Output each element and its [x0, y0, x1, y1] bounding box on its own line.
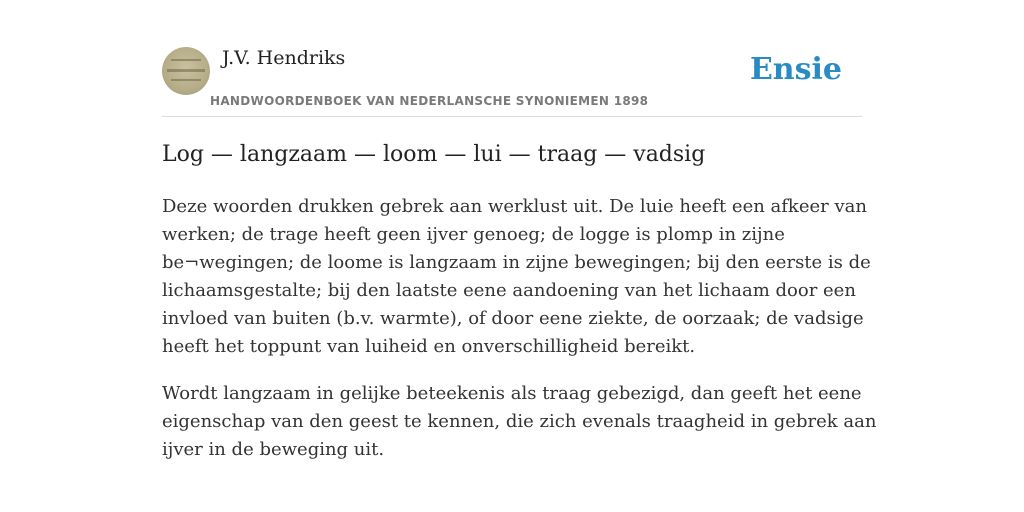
text-line: heeft het toppunt van luiheid en onverschilligheid bereikt. [162, 336, 696, 357]
text-line: lichaamsgestalte; bij den laatste eene aandoening van het lichaam door een [162, 280, 856, 301]
text-line: eigenschap van den geest te kennen, die zich evenals traagheid in gebrek aan [162, 411, 877, 432]
brand-logo[interactable]: Ensie [749, 52, 842, 87]
page-title: Log — langzaam — loom — lui — traag — vadsig [162, 142, 706, 167]
text-line: invloed van buiten (b.v. warmte), of door eene ziekte, de oorzaak; de vadsige [162, 308, 864, 329]
text-line: ijver in de beweging uit. [162, 439, 385, 460]
cover-text-line [167, 69, 205, 72]
text-line: be¬wegingen; de loome is langzaam in zijne bewegingen; bij den eerste is de [162, 252, 871, 273]
text-line: werken; de trage heeft geen ijver genoeg; de logge is plomp in zijne [162, 224, 785, 245]
author-name[interactable]: J.V. Hendriks [222, 47, 346, 69]
cover-text-line [171, 79, 201, 81]
entry-body [162, 193, 877, 483]
book-cover-icon[interactable] [162, 47, 210, 95]
cover-text-line [171, 59, 201, 61]
text-line: Wordt langzaam in gelijke beteekenis als traag gebezigd, dan geeft het eene [162, 383, 862, 404]
text-line: Deze woorden drukken gebrek aan werklust uit. De luie heeft een afkeer van [162, 196, 867, 217]
paragraph [162, 193, 871, 361]
paragraph [162, 380, 877, 464]
entry-header [162, 46, 862, 117]
source-title[interactable]: HANDWOORDENBOEK VAN NEDERLANSCHE SYNONIEMEN 1898 [210, 94, 649, 108]
